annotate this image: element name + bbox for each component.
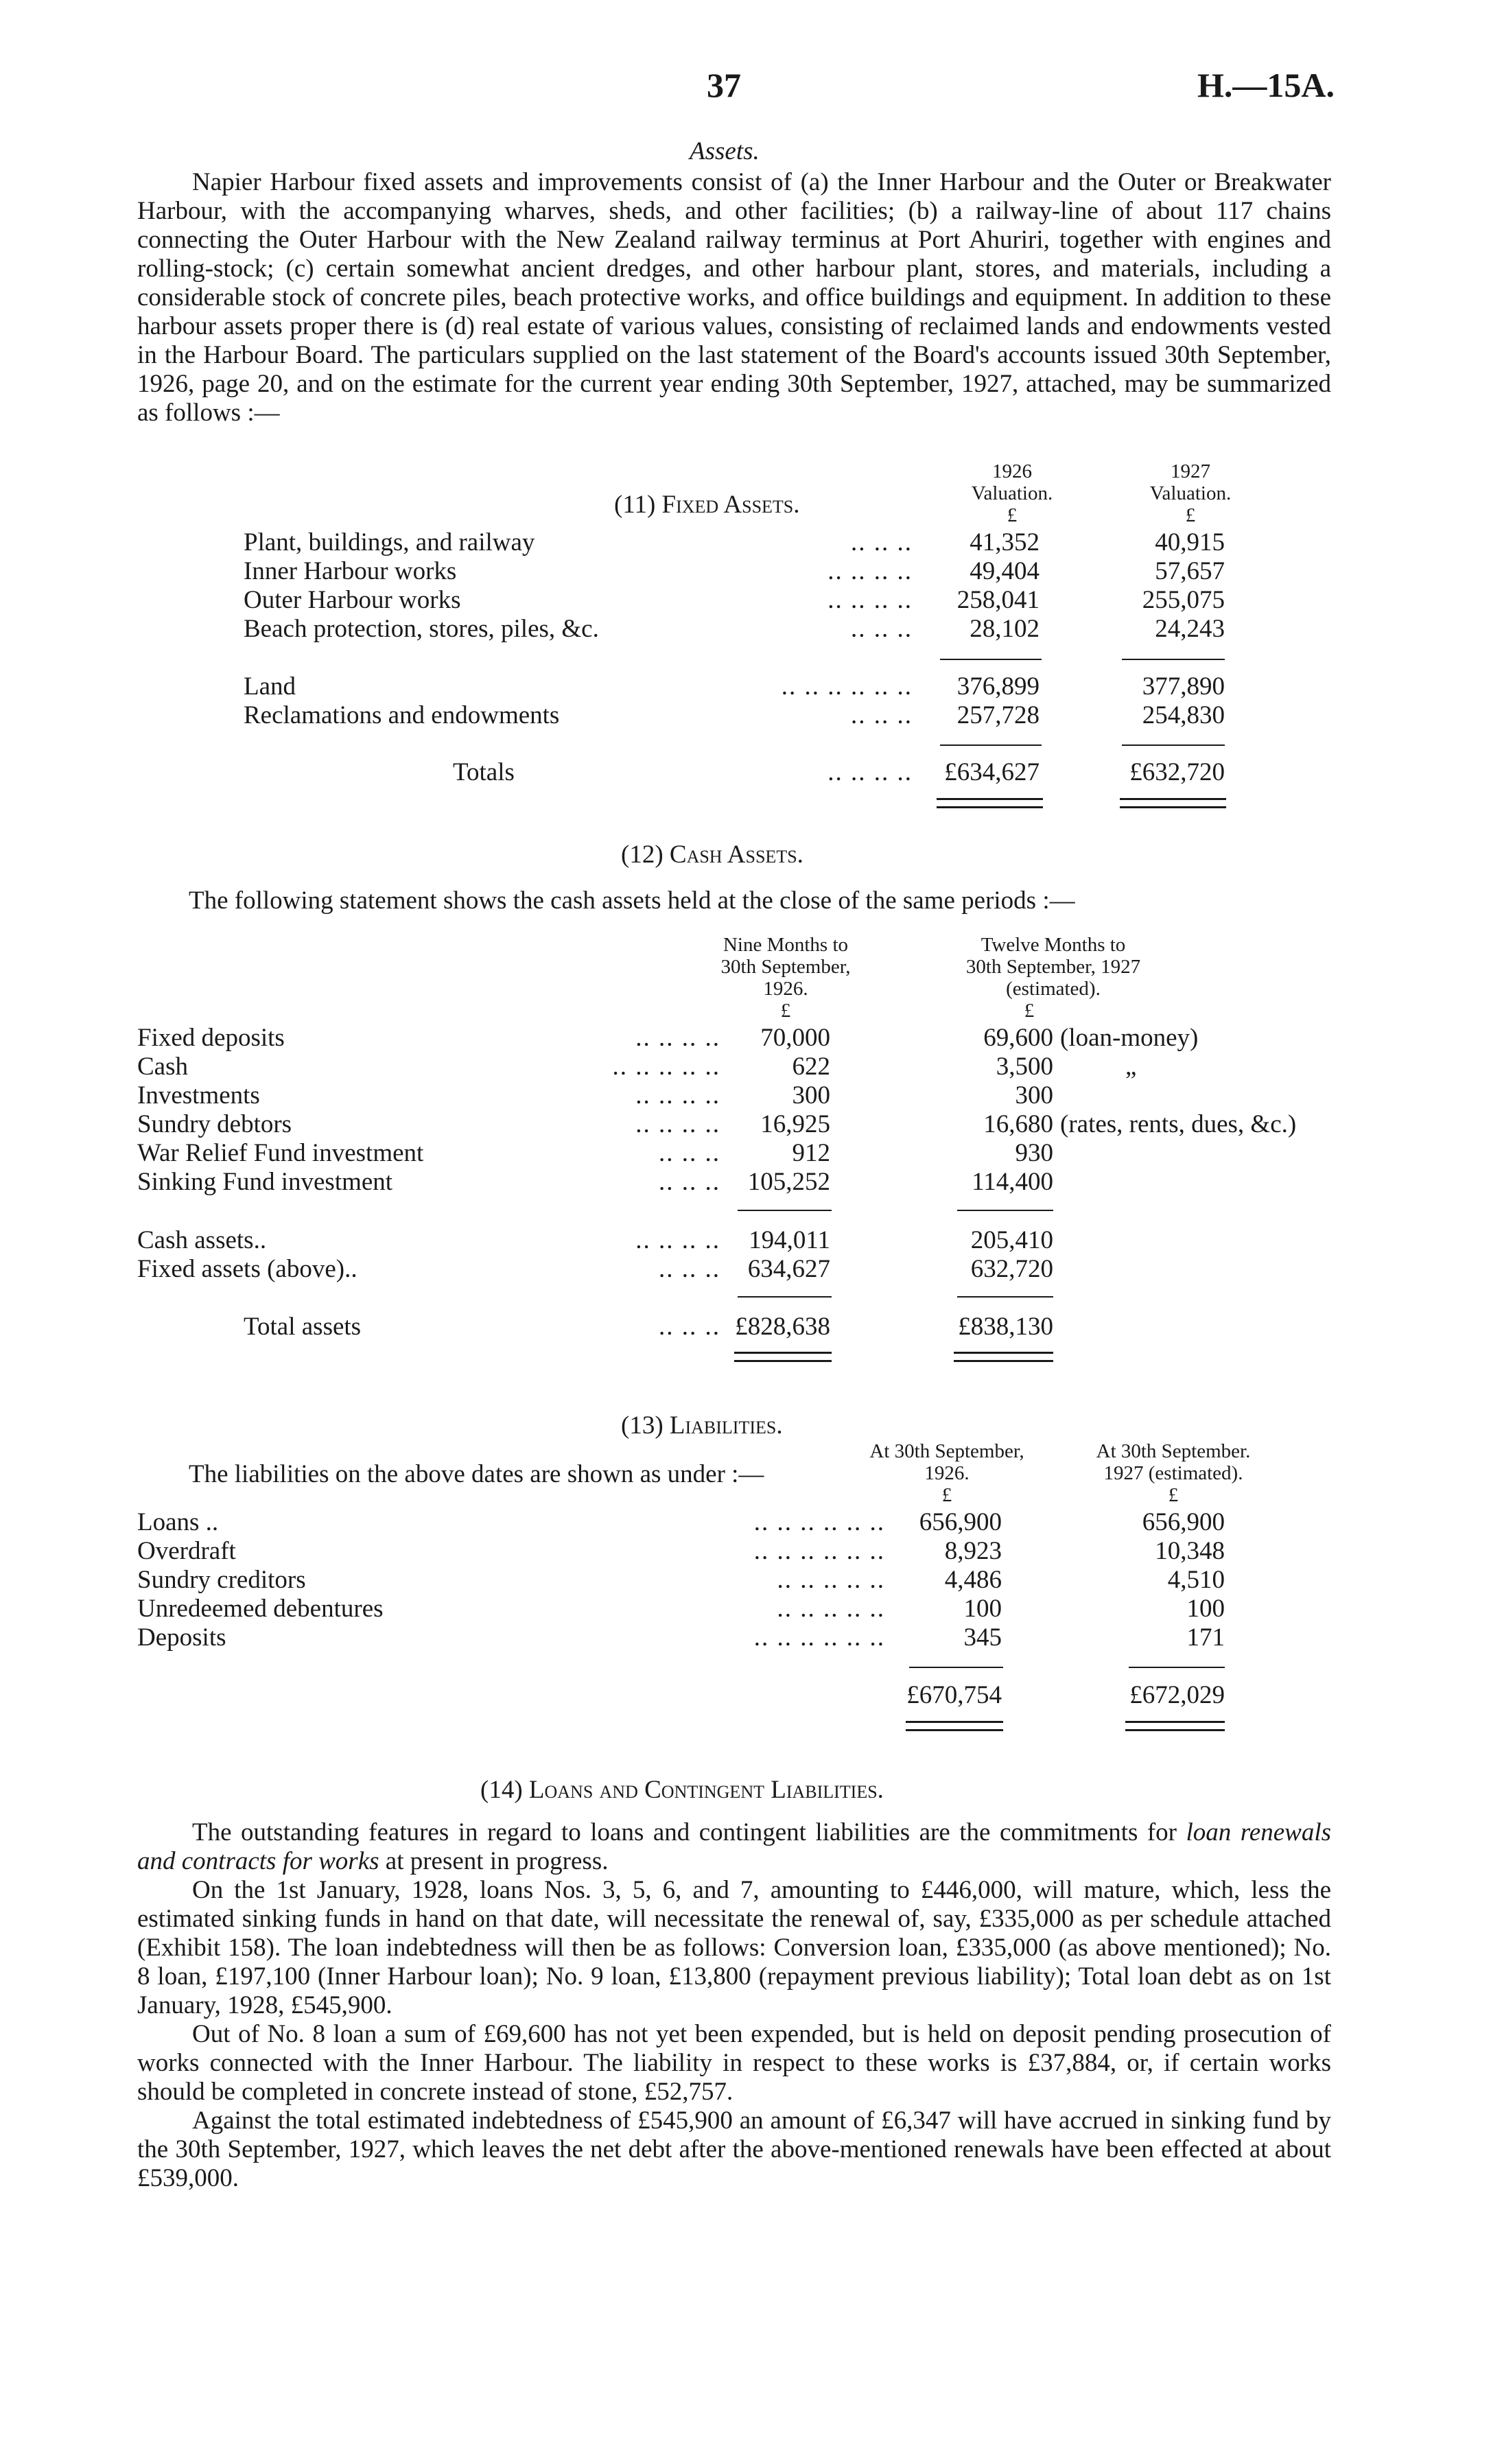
fixed-row-leader: .. .. .. .. [827,586,913,614]
cash-total-1927: £838,130 [958,1313,1053,1341]
fixed-totals-1926: £634,627 [944,758,1040,786]
liab-col1-head-pound: £ [941,1484,952,1506]
fixed-row-label: Plant, buildings, and railway [244,528,535,556]
cash-col2-head-pound: £ [1024,1000,1035,1022]
fixed-row-1926: 258,041 [956,586,1040,614]
cash-assets-intro: The following statement shows the cash assets held at the close of the same periods :— [189,887,1075,915]
cash-row-label: Sinking Fund investment [137,1168,393,1196]
liab-double-rule-1927 [1125,1721,1225,1731]
liab-row-1926: 8,923 [944,1537,1002,1565]
document-reference: H.—15A. [1197,66,1335,104]
fixed-row-label: Inner Harbour works [244,557,457,585]
fixed-col1-valuation: Valuation. [971,482,1053,504]
liab-row-1926: 4,486 [944,1566,1002,1594]
liab-row-leader: .. .. .. .. .. .. [753,1537,885,1565]
fixed-totals-1927: £632,720 [1129,758,1225,786]
fixed-totals-leader: .. .. .. .. [827,758,913,786]
cash-row-1926: 912 [792,1139,830,1167]
liab-row-leader: .. .. .. .. .. [777,1566,885,1594]
fixed-subtotal-rule-1926 [940,659,1042,660]
fixed-row-label: Reclamations and endowments [244,701,560,729]
fixed-col2-year: 1927 [1171,460,1210,482]
liab-col1-head-line2: 1926. [924,1462,970,1484]
cash-row-label: Fixed deposits [137,1024,285,1052]
cash-subtotal-rule-1927 [957,1210,1053,1211]
liab-row-label: Deposits [137,1623,226,1652]
liab-col2-head-line2: 1927 (estimated). [1103,1462,1243,1484]
fixed-row-1926: 28,102 [970,615,1040,643]
cash-double-rule-1926 [734,1352,832,1362]
liab-col1-head-line1: At 30th September, [869,1440,1024,1462]
fixed-row-leader: .. .. .. [851,528,913,556]
fixed-col2-valuation: Valuation. [1149,482,1232,504]
cash-row-leader: .. .. .. [659,1139,720,1167]
fixed-col1-pound: £ [1007,504,1018,526]
fixed-row-1927: 24,243 [1155,615,1225,643]
cash-row-label: Sundry debtors [137,1110,292,1138]
loans-title: (14) Loans and Contingent Liabilities. [480,1776,884,1804]
liab-row-1927: 171 [1186,1623,1225,1652]
cash-double-rule-1927 [954,1352,1053,1362]
cash-row-1927: 16,680 [983,1110,1053,1138]
cash-sub-1927: 632,720 [970,1255,1053,1283]
cash-col2-head-line2: 30th September, 1927 [965,956,1141,978]
cash-row-leader: .. .. .. .. .. [612,1053,720,1081]
cash-total-rule-1927 [957,1296,1053,1298]
cash-row-1926: 622 [792,1053,830,1081]
cash-total-1926: £828,638 [735,1313,830,1341]
cash-subtotal-rule-1926 [738,1210,832,1211]
liab-row-1927: 4,510 [1167,1566,1225,1594]
cash-sub-label: Fixed assets (above).. [137,1255,357,1283]
cash-row-1926: 70,000 [760,1024,830,1052]
liab-col2-head-pound: £ [1168,1484,1179,1506]
liab-row-leader: .. .. .. .. .. [777,1595,885,1623]
cash-sub-1927: 205,410 [970,1226,1053,1254]
cash-col1-head-line2: 30th September, [720,956,851,978]
fixed-double-rule-1926 [937,798,1043,808]
assets-intro-paragraph: Napier Harbour fixed assets and improvements consist of (a) the Inner Harbour and the Outer or Breakwater Harbour, with the accompanying wharves, sheds, and other facilities; (b) a railway-line of about 117 chains connecting the Outer Harbour with the New Zealand railway terminus at Port Ahuriri, together with engines and rolling-stock; (c) certain somewhat ancient dredges, and other harbour plant, stores, and materials, including a considerable stock of concrete piles, beach protective works, and office buildings and equipment. In addition to these harbour assets proper there is (d) real estate of various values, consisting of reclaimed lands and endowments vested in the Harbour Board. The particulars supplied on the last statement of the Board's accounts issued 30th September, 1926, page 20, and on the estimate for the current year ending 30th September, 1927, attached, may be summarized as follows :— [137,168,1331,427]
cash-col1-head-pound: £ [780,1000,791,1022]
liab-row-1927: 10,348 [1155,1537,1225,1565]
liab-row-label: Overdraft [137,1537,236,1565]
fixed-double-rule-1927 [1120,798,1226,808]
liab-row-leader: .. .. .. .. .. .. [753,1508,885,1536]
fixed-row-1927: 254,830 [1142,701,1225,729]
liab-totals-1926: £670,754 [906,1681,1002,1709]
cash-sub-1926: 634,627 [747,1255,830,1283]
loans-p1-start: The outstanding features in regard to loans and contingent liabilities are the commitments for [192,1818,1177,1846]
liab-row-label: Loans .. [137,1508,219,1536]
fixed-row-1927: 40,915 [1155,528,1225,556]
liab-row-1926: 656,900 [919,1508,1002,1536]
cash-total-leader: .. .. .. [659,1313,720,1341]
loans-p1-end: at present in progress. [385,1847,609,1875]
liabilities-intro: The liabilities on the above dates are shown as under :— [189,1460,764,1488]
cash-col1-head-line3: 1926. [763,978,808,1000]
fixed-row-label: Beach protection, stores, piles, &c. [244,615,599,643]
cash-sub-label: Cash assets.. [137,1226,267,1254]
cash-sub-leader: .. .. .. [659,1255,720,1283]
cash-row-1927: 3,500 [996,1053,1053,1081]
cash-row-label: War Relief Fund investment [137,1139,424,1167]
cash-col1-head-line1: Nine Months to [723,934,849,956]
cash-row-note: (loan-money) [1060,1024,1199,1052]
fixed-row-1927: 57,657 [1155,557,1225,585]
liab-row-1926: 345 [963,1623,1002,1652]
cash-sub-leader: .. .. .. .. [635,1226,720,1254]
fixed-row-leader: .. .. .. [851,615,913,643]
liab-double-rule-1926 [906,1721,1003,1731]
fixed-row-1927: 377,890 [1142,672,1225,701]
cash-row-1926: 16,925 [760,1110,830,1138]
cash-total-rule-1926 [738,1296,832,1298]
cash-row-label: Cash [137,1053,188,1081]
fixed-row-label: Outer Harbour works [244,586,461,614]
cash-row-1927: 114,400 [972,1168,1053,1196]
fixed-row-1926: 257,728 [956,701,1040,729]
fixed-col1-year: 1926 [992,460,1032,482]
assets-heading: Assets. [690,137,760,165]
fixed-total-rule-1927 [1122,744,1225,746]
loans-paragraph-2: On the 1st January, 1928, loans Nos. 3, 5, 6, and 7, amounting to £446,000, will mature, which, less the estimated sinking funds in hand on that date, will necessitate the renewal of, say, £335,000 as per schedule attached (Exhibit 158). The loan indebtedness will then be as follows: Conversion loan, £335,000 (as above mentioned); No. 8 loan, £197,100 (Inner Harbour loan); No. 9 loan, £13,800 (repayment previous liability); Total loan debt as on 1st January, 1928, £545,900. [137,1876,1331,2019]
cash-row-leader: .. .. .. .. [635,1081,720,1110]
fixed-row-leader: .. .. .. [851,701,913,729]
loans-p1-italic: loan renewals and contracts for works [137,1818,1331,1875]
cash-row-leader: .. .. .. [659,1168,720,1196]
cash-col2-head-line1: Twelve Months to [981,934,1126,956]
fixed-row-leader: .. .. .. .. [827,557,913,585]
fixed-total-rule-1926 [940,744,1042,746]
cash-sub-1926: 194,011 [749,1226,830,1254]
fixed-row-1926: 41,352 [970,528,1040,556]
liab-col2-head-line1: At 30th September. [1096,1440,1251,1462]
liab-row-label: Unredeemed debentures [137,1595,384,1623]
cash-row-leader: .. .. .. .. [635,1024,720,1052]
fixed-assets-title: (11) Fixed Assets. [614,491,800,519]
cash-row-leader: .. .. .. .. [635,1110,720,1138]
cash-row-label: Investments [137,1081,260,1110]
liab-row-1927: 656,900 [1142,1508,1225,1536]
liab-row-label: Sundry creditors [137,1566,306,1594]
cash-row-1926: 105,252 [747,1168,830,1196]
loans-paragraph-4: Against the total estimated indebtedness of £545,900 an amount of £6,347 will have accrued in sinking fund by the 30th September, 1927, which leaves the net debt after the above-mentioned renewals have been effected at about £539,000. [137,2107,1331,2192]
liab-total-rule-1926 [909,1667,1003,1668]
fixed-subtotal-rule-1927 [1122,659,1225,660]
liab-row-1927: 100 [1186,1595,1225,1623]
liabilities-title: (13) Liabilities. [621,1411,783,1440]
cash-row-1927: 300 [1015,1081,1053,1110]
fixed-row-label: Land [244,672,296,701]
fixed-col2-pound: £ [1185,504,1196,526]
fixed-row-1927: 255,075 [1142,586,1225,614]
liab-row-1926: 100 [963,1595,1002,1623]
cash-row-1926: 300 [792,1081,830,1110]
cash-total-label: Total assets [244,1313,362,1341]
liab-totals-1927: £672,029 [1129,1681,1225,1709]
fixed-row-1926: 49,404 [970,557,1040,585]
page-number: 37 [707,66,741,104]
fixed-totals-label: Totals [453,758,515,786]
loans-paragraph-3: Out of No. 8 loan a sum of £69,600 has not yet been expended, but is held on deposit pending prosecution of works connected with the Inner Harbour. The liability in respect to these works is £37,884, or, if certain works should be completed in concrete instead of stone, £52,757. [137,2020,1331,2106]
liab-row-leader: .. .. .. .. .. .. [753,1623,885,1652]
cash-assets-title: (12) Cash Assets. [621,841,803,869]
fixed-row-1926: 376,899 [956,672,1040,701]
cash-row-1927: 930 [1015,1139,1053,1167]
cash-row-1927: 69,600 [983,1024,1053,1052]
liab-total-rule-1927 [1129,1667,1225,1668]
cash-row-note: „ [1125,1053,1137,1081]
cash-col2-head-line3: (estimated). [1006,978,1101,1000]
fixed-row-leader: .. .. .. .. .. .. [781,672,913,701]
cash-row-note: (rates, rents, dues, &c.) [1060,1110,1297,1138]
loans-paragraph-1 [137,1818,1331,1876]
